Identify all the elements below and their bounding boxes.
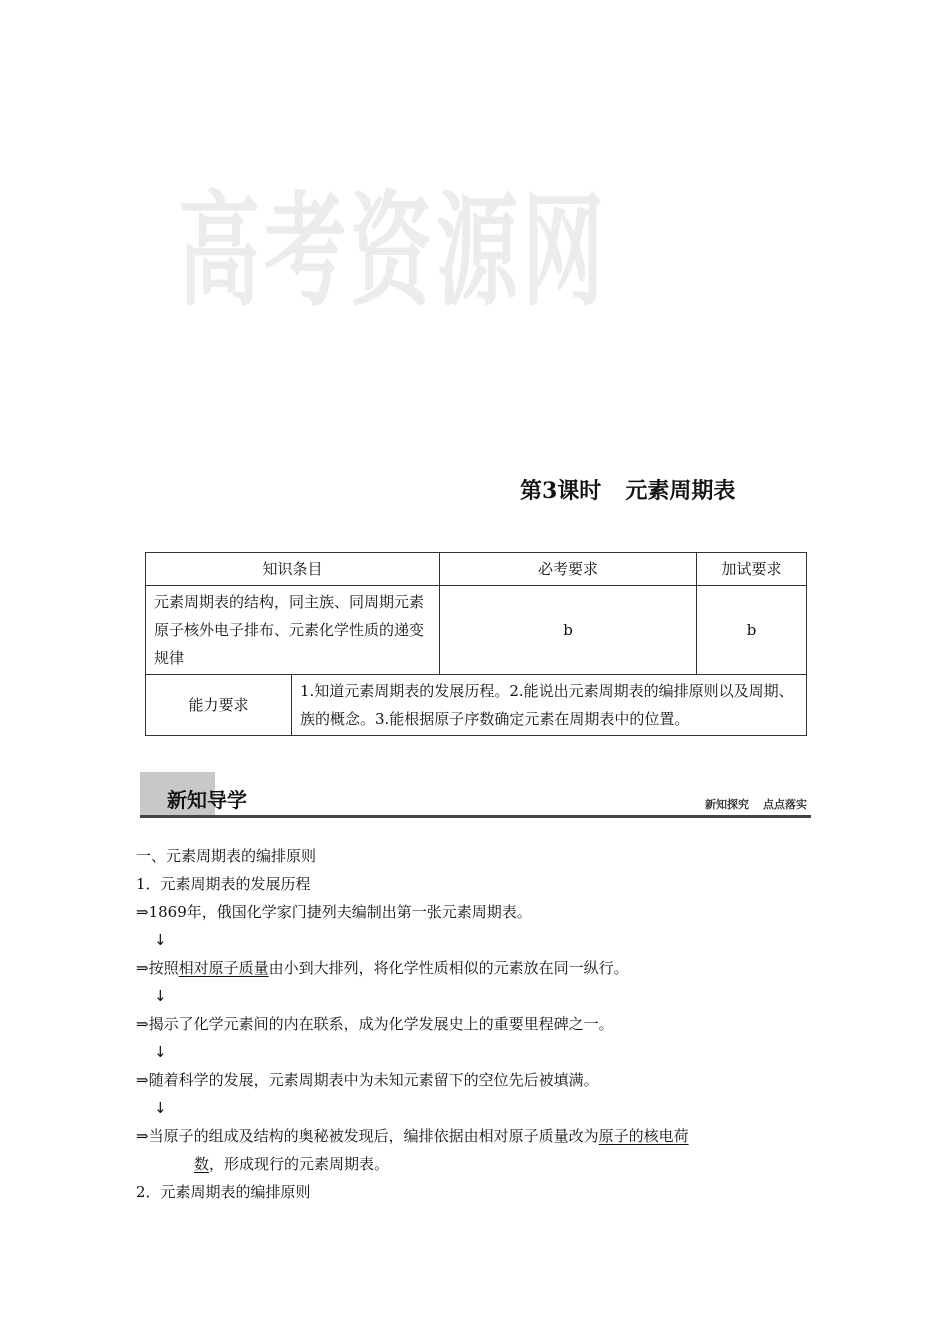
step: ⇒当原子的组成及结构的奥秘被发现后，编排依据由相对原子质量改为原子的核电荷	[136, 1127, 689, 1145]
watermark: 高考资源网	[178, 179, 609, 324]
lesson-number: 第3课时	[520, 478, 602, 504]
step: ⇒随着科学的发展，元素周期表中为未知元素留下的空位先后被填满。	[136, 1071, 599, 1089]
required-level: b	[440, 586, 697, 675]
answer-blank: 数	[194, 1155, 210, 1173]
down-arrow-icon: ↓	[154, 931, 167, 949]
extra-level: b	[697, 586, 807, 675]
section-tag: 新知探究	[705, 798, 749, 811]
requirements-table	[145, 552, 807, 736]
content	[136, 842, 816, 1206]
section-divider	[140, 815, 811, 818]
arrow-prefix: ⇒	[136, 1127, 149, 1145]
arrow-prefix: ⇒	[136, 903, 149, 921]
subheading: 2．元素周期表的编排原则	[136, 1183, 311, 1201]
table-row	[146, 586, 807, 675]
answer-blank: 相对原子质量	[178, 959, 269, 977]
lesson-title	[520, 474, 735, 505]
down-arrow-icon: ↓	[154, 1043, 167, 1061]
lesson-name: 元素周期表	[625, 478, 736, 504]
knowledge-item: 元素周期表的结构，同主族、同周期元素原子核外电子排布、元素化学性质的递变规律	[146, 586, 440, 675]
subheading: 1．元素周期表的发展历程	[136, 875, 311, 893]
header-knowledge: 知识条目	[146, 553, 440, 586]
section-tags	[705, 796, 807, 812]
step-continuation: 数，形成现行的元素周期表。	[194, 1155, 390, 1173]
heading: 一、元素周期表的编排原则	[136, 847, 317, 865]
section-header	[140, 772, 811, 817]
table-header-row	[146, 553, 807, 586]
ability-row	[146, 675, 807, 736]
section-tag: 点点落实	[763, 798, 807, 811]
header-required: 必考要求	[440, 553, 697, 586]
ability-text: 1.知道元素周期表的发展历程。2.能说出元素周期表的编排原则以及周期、族的概念。3.能根据原子序数确定元素在周期表中的位置。	[292, 675, 807, 736]
step: ⇒揭示了化学元素间的内在联系，成为化学发展史上的重要里程碑之一。	[136, 1015, 614, 1033]
down-arrow-icon: ↓	[154, 987, 167, 1005]
ability-label: 能力要求	[146, 675, 292, 736]
header-extra: 加试要求	[697, 553, 807, 586]
down-arrow-icon: ↓	[154, 1099, 167, 1117]
step: ⇒按照相对原子质量由小到大排列，将化学性质相似的元素放在同一纵行。	[136, 959, 629, 977]
section-title: 新知导学	[167, 788, 247, 812]
arrow-prefix: ⇒	[136, 959, 149, 977]
step: ⇒1869年，俄国化学家门捷列夫编制出第一张元素周期表。	[136, 903, 532, 921]
arrow-prefix: ⇒	[136, 1071, 149, 1089]
answer-blank: 原子的核电荷	[598, 1127, 689, 1145]
arrow-prefix: ⇒	[136, 1015, 149, 1033]
